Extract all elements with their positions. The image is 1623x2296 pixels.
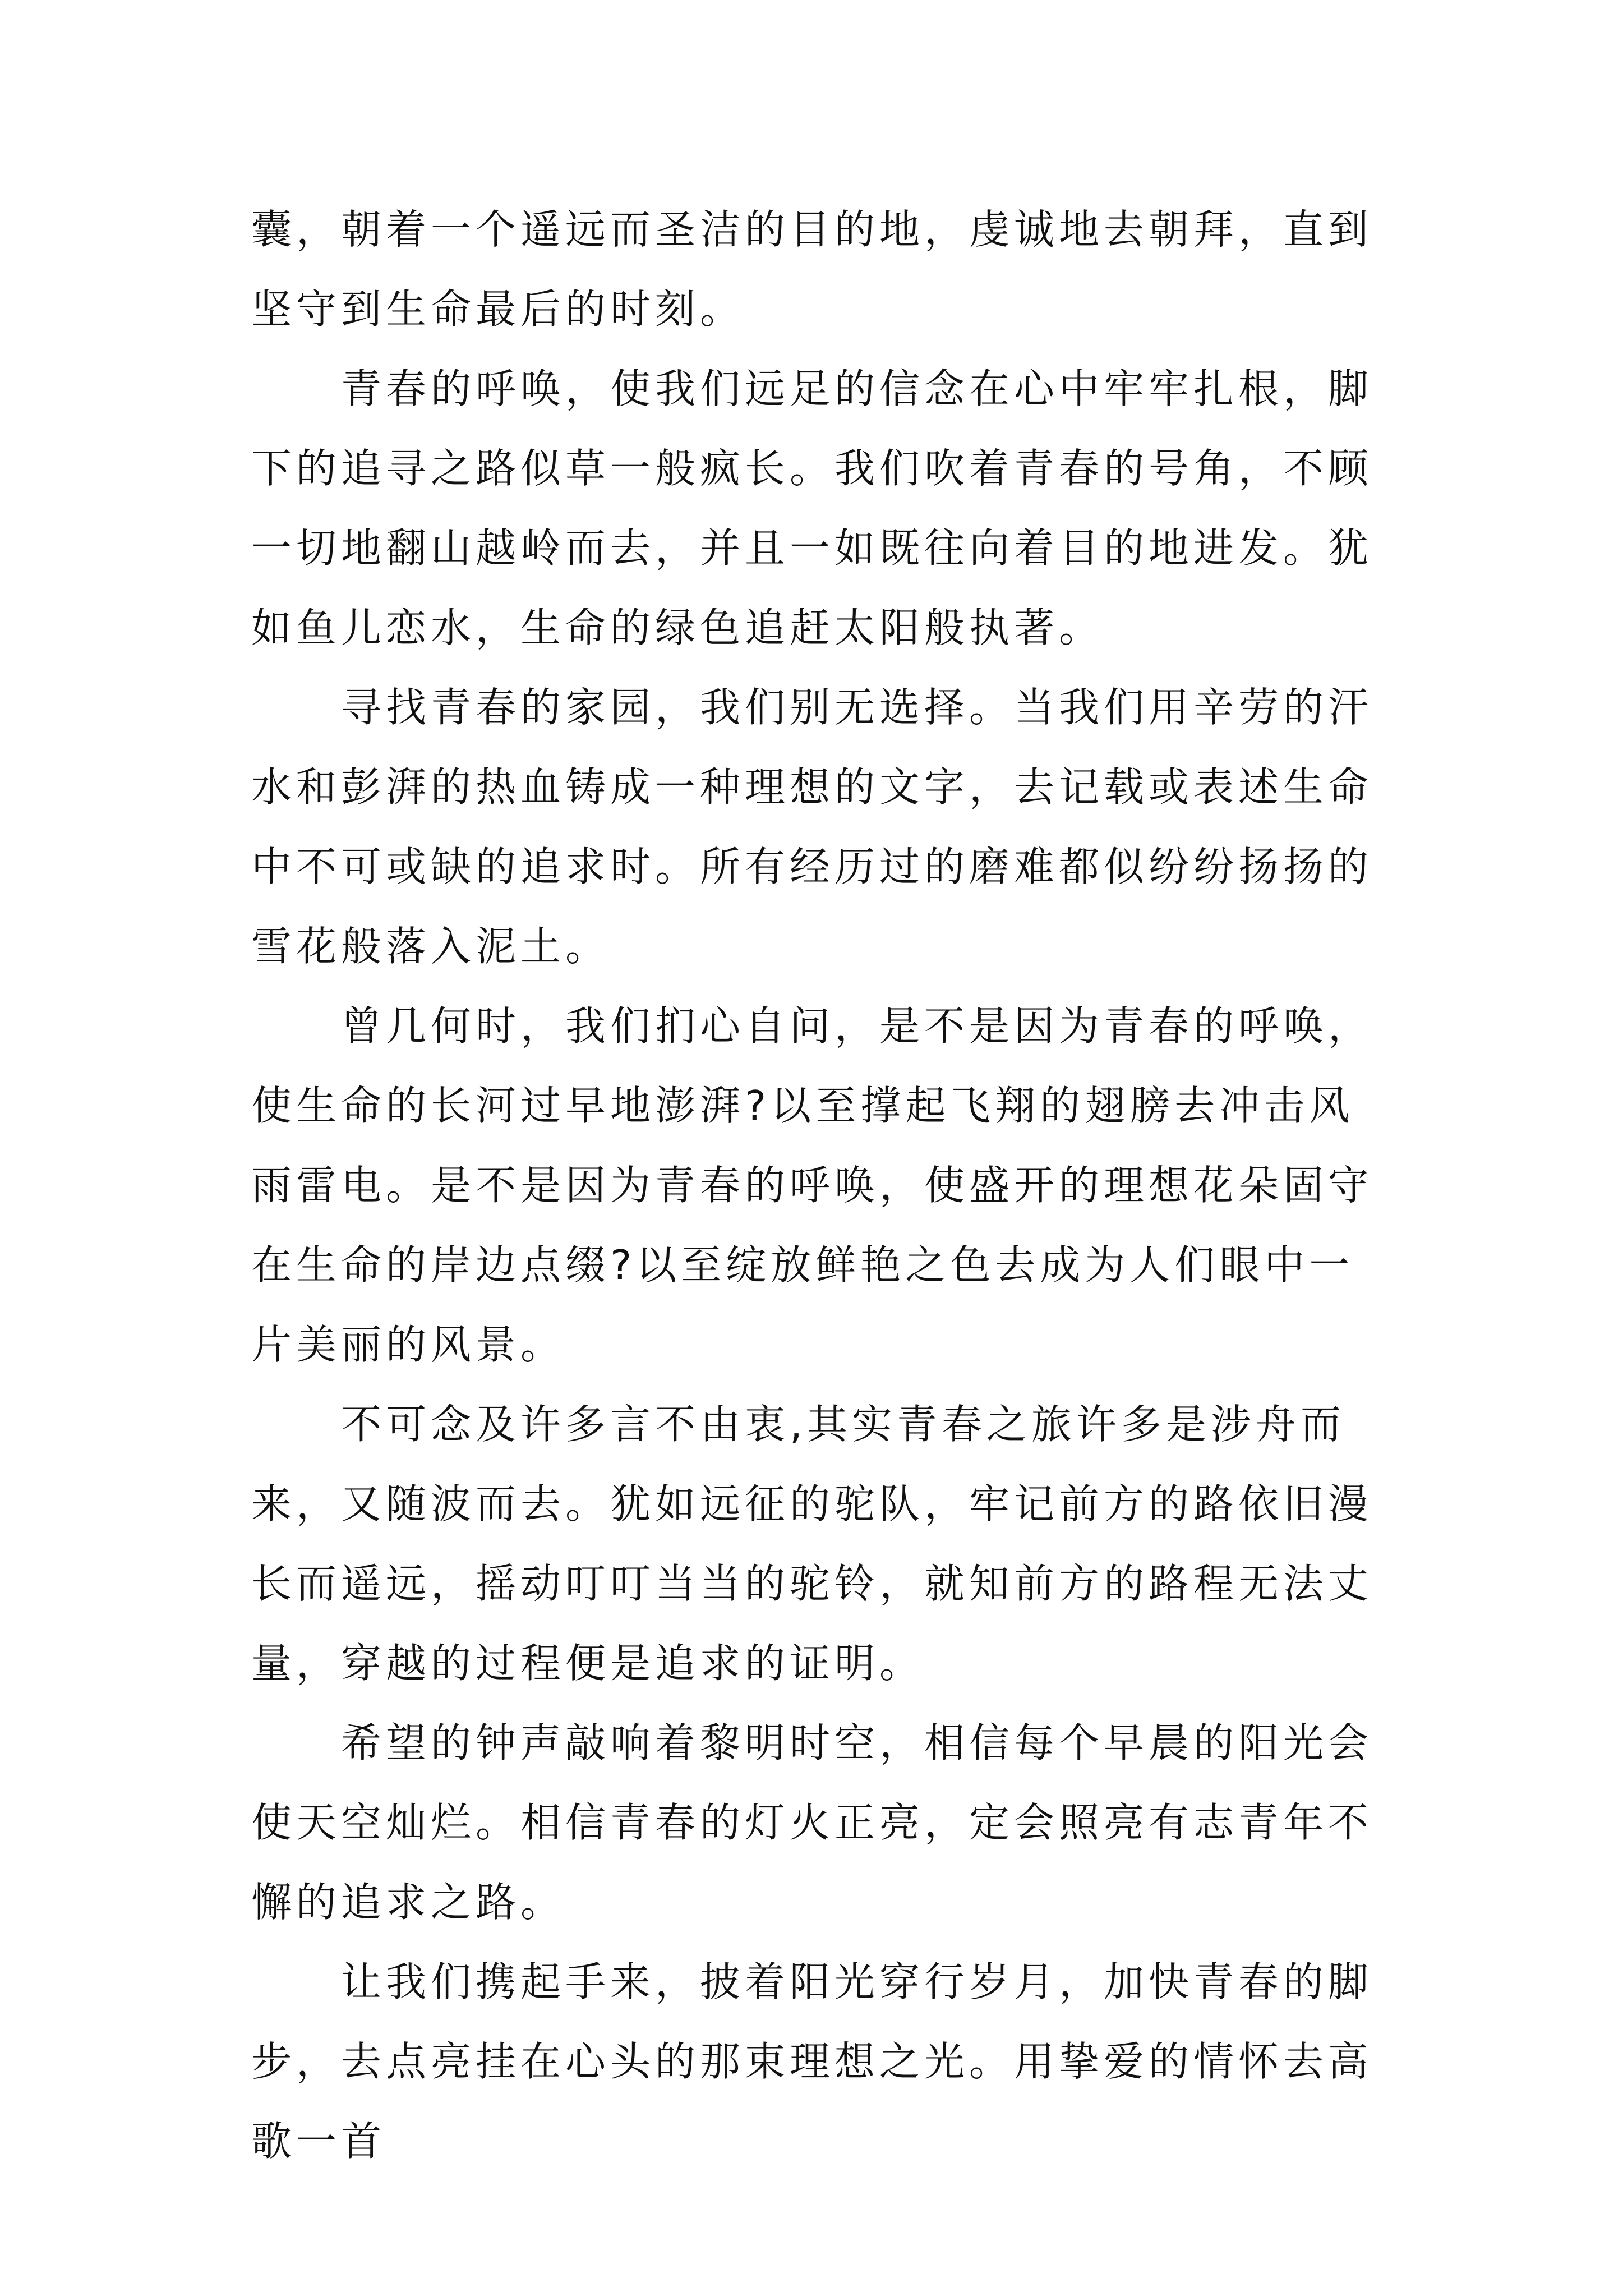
paragraph-6: 希望的钟声敲响着黎明时空，相信每个早晨的阳光会使天空灿烂。相信青春的灯火正亮，定会照亮有志青年不懈的追求之路。	[251, 1719, 1373, 1926]
paragraph-5: 不可念及许多言不由衷,其实青春之旅许多是涉舟而来，又随波而去。犹如远征的驼队，牢记前方的路依旧漫长而遥远，摇动叮叮当当的驼铃，就知前方的路程无法丈量，穿越的过程便是追求的证明。	[251, 1401, 1373, 1687]
paragraph-2: 青春的呼唤，使我们远足的信念在心中牢牢扎根，脚下的追寻之路似草一般疯长。我们吹着青春的号角，不顾一切地翻山越岭而去，并且一如既往向着目的地进发。犹如鱼儿恋水，生命的绿色追赶太阳般执著。	[251, 365, 1373, 651]
paragraph-7: 让我们携起手来，披着阳光穿行岁月，加快青春的脚步，去点亮挂在心头的那束理想之光。用挚爱的情怀去高歌一首	[251, 1958, 1373, 2165]
body-text	[251, 190, 1378, 2181]
paragraph-4: 曾几何时，我们扪心自问，是不是因为青春的呼唤，使生命的长河过早地澎湃?以至撑起飞翔的翅膀去冲击风雨雷电。是不是因为青春的呼唤，使盛开的理想花朵固守在生命的岸边点缀?以至绽放鲜艳之色去成为人们眼中一片美丽的风景。	[251, 1002, 1373, 1368]
paragraph-3: 寻找青春的家园，我们别无选择。当我们用辛劳的汗水和彭湃的热血铸成一种理想的文字，去记载或表述生命中不可或缺的追求时。所有经历过的磨难都似纷纷扬扬的雪花般落入泥土。	[251, 684, 1373, 970]
paragraph-1: 囊，朝着一个遥远而圣洁的目的地，虔诚地去朝拜，直到坚守到生命最后的时刻。	[251, 206, 1373, 333]
